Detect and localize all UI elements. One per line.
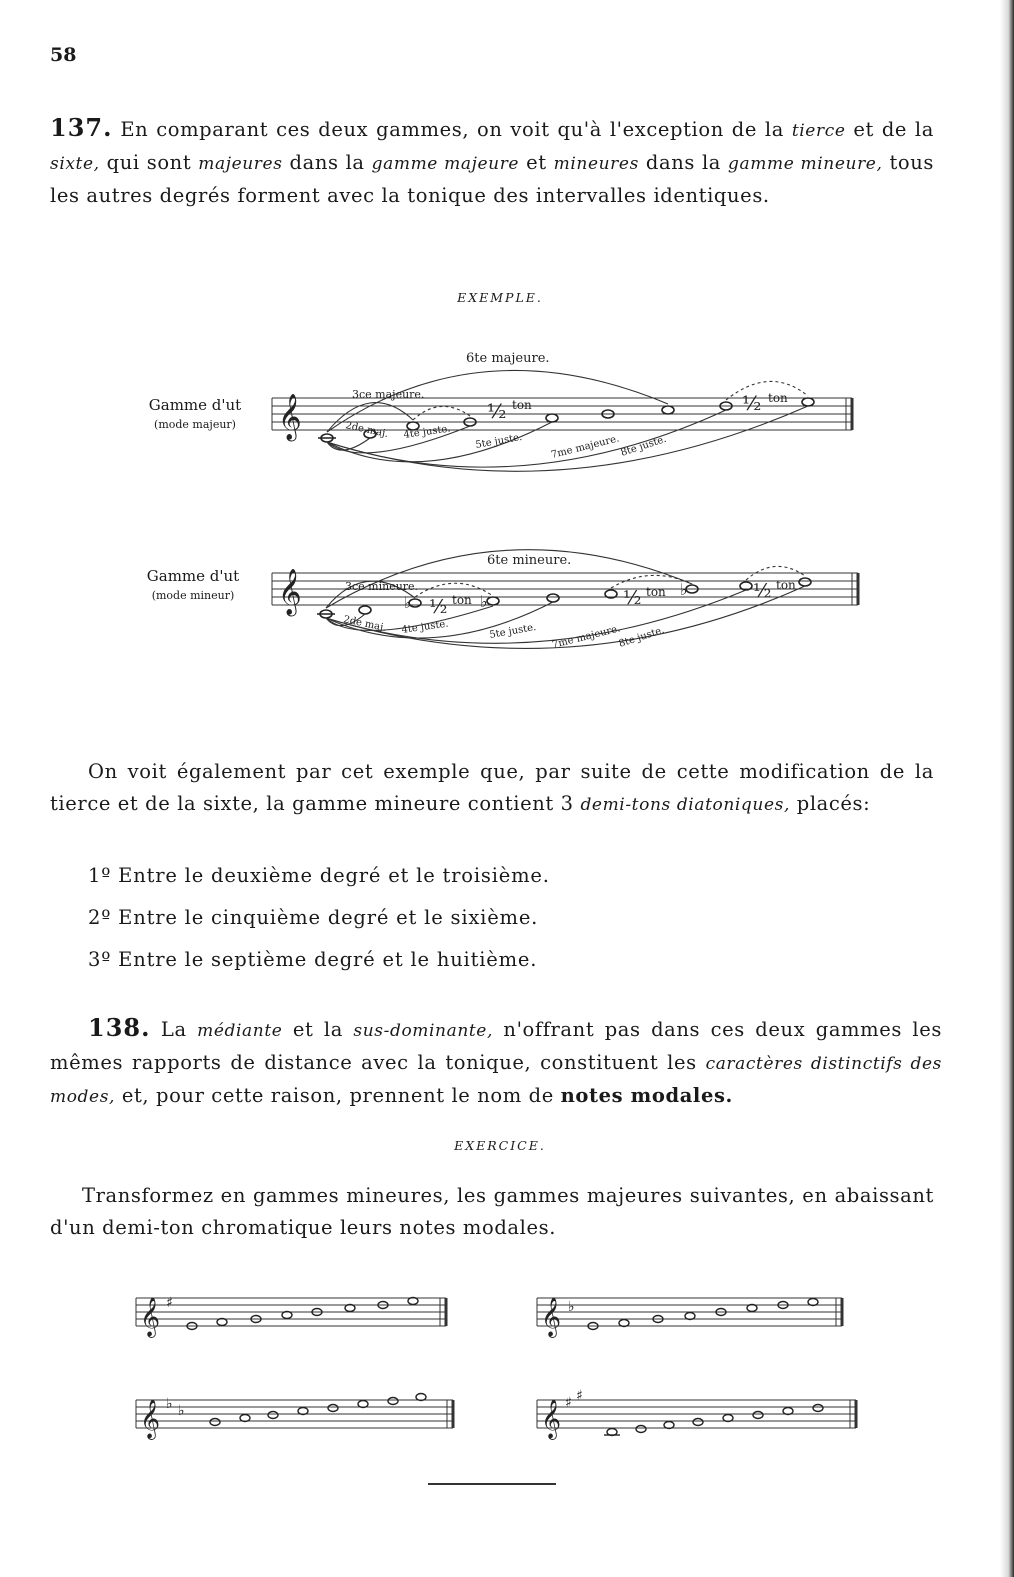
paragraph-number: 137. xyxy=(50,113,113,142)
exercise-heading: EXERCICE. xyxy=(454,1138,546,1153)
bold-term: notes modales. xyxy=(560,1084,733,1107)
note xyxy=(268,1412,278,1419)
interval-label-seventh: 7me majeure. xyxy=(551,623,622,651)
italic-term: demi-tons diatoniques, xyxy=(580,795,790,815)
list-number: 2º xyxy=(88,906,112,929)
interval-label-octave: 8te juste. xyxy=(619,433,668,459)
ton-label: ton xyxy=(768,391,788,405)
flat-icon: ♭ xyxy=(680,580,688,599)
interval-label-seventh: 7me majeure. xyxy=(550,433,621,461)
note xyxy=(408,1298,418,1305)
half-tone-symbol: ½ xyxy=(487,399,507,423)
sharp-icon: ♯ xyxy=(576,1388,583,1404)
note xyxy=(799,578,811,586)
note xyxy=(723,1415,733,1422)
note xyxy=(685,1313,695,1320)
list-number: 1º xyxy=(88,864,112,887)
exercise-staff-d-major xyxy=(537,1400,856,1428)
note xyxy=(753,1412,763,1419)
interval-label-fourth: 4te juste. xyxy=(402,423,452,441)
treble-clef-icon: 𝄞 xyxy=(140,1399,161,1439)
italic-term: mineures xyxy=(553,154,639,174)
ton-label: ton xyxy=(646,585,666,599)
note xyxy=(345,1305,355,1312)
list-item xyxy=(88,864,550,887)
ton-label: ton xyxy=(512,398,532,412)
half-tone-arc xyxy=(726,381,808,400)
sharp-icon: ♯ xyxy=(166,1295,173,1311)
note xyxy=(802,398,814,406)
note xyxy=(664,1422,674,1429)
text-run: dans la xyxy=(638,151,729,174)
text-run: et xyxy=(519,151,554,174)
note xyxy=(546,414,558,422)
treble-clef-icon: 𝄞 xyxy=(140,1297,161,1337)
half-tone-symbol: ½ xyxy=(429,596,448,618)
text-run: La xyxy=(150,1018,198,1041)
list-text: Entre le cinquième degré et le sixième. xyxy=(111,906,539,929)
text-run: On voit également par cet exemple que, par suite de cette modification de la tierce et de la sixte, la gamme mineure contient 3 xyxy=(50,760,934,815)
minor-scale-staff xyxy=(0,530,1000,680)
exercise-staves xyxy=(0,1280,1000,1460)
text-run: et, pour cette raison, prennent le nom de xyxy=(115,1084,561,1107)
page-edge xyxy=(1000,0,1014,1577)
paragraph-exercise: Transformez en gammes mineures, les gammes majeures suivantes, en abaissant d'un demi-ton chromatique leurs notes modales. xyxy=(50,1184,934,1239)
half-tone-symbol: ½ xyxy=(623,587,642,609)
list-text: Entre le deuxième degré et le troisième. xyxy=(111,864,550,887)
note xyxy=(783,1408,793,1415)
sharp-icon: ♯ xyxy=(565,1395,572,1411)
interval-label-fourth: 4te juste. xyxy=(400,618,450,636)
note xyxy=(388,1398,398,1405)
half-tone-arc xyxy=(413,406,470,420)
note xyxy=(328,1405,338,1412)
italic-term: sus-dominante, xyxy=(353,1021,493,1041)
interval-label-fifth: 5te juste. xyxy=(474,431,524,451)
italic-term: tierce xyxy=(791,121,846,141)
treble-clef-icon: 𝄞 xyxy=(541,1399,562,1439)
flat-icon: ♭ xyxy=(166,1396,173,1412)
page-number: 58 xyxy=(50,44,77,66)
section-divider xyxy=(428,1483,556,1485)
italic-term: gamme mineure, xyxy=(728,154,883,174)
paragraph-on-voit xyxy=(50,756,934,821)
list-item xyxy=(88,948,537,971)
interval-label-octave: 8te juste. xyxy=(617,624,666,650)
scale-sublabel: (mode mineur) xyxy=(151,589,235,602)
note xyxy=(693,1419,703,1426)
interval-label-fifth: 5te juste. xyxy=(488,621,538,641)
note xyxy=(359,606,371,614)
text-run: tous les autres degrés forment avec la tonique des intervalles identiques. xyxy=(50,151,935,207)
text-run: n'offrant pas dans ces deux gammes les mêmes rapports de distance avec la tonique, constituent les xyxy=(50,1018,943,1074)
italic-term: gamme majeure xyxy=(371,154,520,174)
flat-icon: ♭ xyxy=(568,1299,575,1315)
note xyxy=(619,1320,629,1327)
paragraph-138 xyxy=(50,1012,942,1113)
interval-label-second: 2de maj. xyxy=(342,614,388,634)
note xyxy=(487,597,499,605)
note xyxy=(358,1401,368,1408)
interval-label-sixth: 6te majeure. xyxy=(466,351,550,366)
italic-term: majeures xyxy=(198,154,283,174)
treble-clef-icon: 𝄞 xyxy=(541,1297,562,1337)
note xyxy=(298,1408,308,1415)
list-number: 3º xyxy=(88,948,112,971)
text-run: placés: xyxy=(789,792,871,815)
text-run: qui sont xyxy=(99,151,199,174)
text-run: et de la xyxy=(845,118,934,141)
paragraph-137 xyxy=(50,112,934,212)
treble-clef-icon: 𝄞 xyxy=(278,569,302,615)
note xyxy=(210,1419,220,1426)
note xyxy=(240,1415,250,1422)
ton-label: ton xyxy=(452,593,472,607)
note xyxy=(662,406,674,414)
major-scale-staff xyxy=(0,340,1000,490)
text-run: En comparant ces deux gammes, on voit qu'à l'exception de la xyxy=(112,118,792,141)
flat-icon: ♭ xyxy=(480,592,488,611)
flat-icon: ♭ xyxy=(404,593,412,612)
italic-term: médiante xyxy=(197,1021,283,1041)
note xyxy=(282,1312,292,1319)
italic-term: sixte, xyxy=(50,154,100,174)
text-run: et la xyxy=(282,1018,354,1041)
text-run: dans la xyxy=(282,151,372,174)
note xyxy=(217,1319,227,1326)
interval-label-sixth: 6te mineure. xyxy=(487,553,572,568)
note xyxy=(547,594,559,602)
scale-sublabel: (mode majeur) xyxy=(154,418,236,431)
scale-label-text: Gamme d'ut xyxy=(148,396,242,414)
scale-label-text: Gamme d'ut xyxy=(146,567,240,585)
half-tone-symbol: ½ xyxy=(753,580,772,602)
note xyxy=(813,1405,823,1412)
interval-label-third: 3ce mineure. xyxy=(345,580,419,593)
ton-label: ton xyxy=(776,578,796,592)
interval-label-second: 2de maj. xyxy=(344,420,390,440)
list-text: Entre le septième degré et le huitième. xyxy=(111,948,538,971)
note xyxy=(416,1394,426,1401)
treble-clef-icon: 𝄞 xyxy=(278,394,302,440)
interval-label-third: 3ce majeure. xyxy=(352,388,425,401)
list-item xyxy=(88,906,538,929)
paragraph-number: 138. xyxy=(88,1013,151,1042)
note xyxy=(747,1305,757,1312)
half-tone-symbol: ½ xyxy=(742,391,762,415)
note xyxy=(808,1299,818,1306)
note xyxy=(636,1426,646,1433)
example-heading: EXEMPLE. xyxy=(457,290,543,305)
italic-term: caractères distinctifs des modes, xyxy=(50,1054,942,1107)
flat-icon: ♭ xyxy=(178,1403,185,1419)
